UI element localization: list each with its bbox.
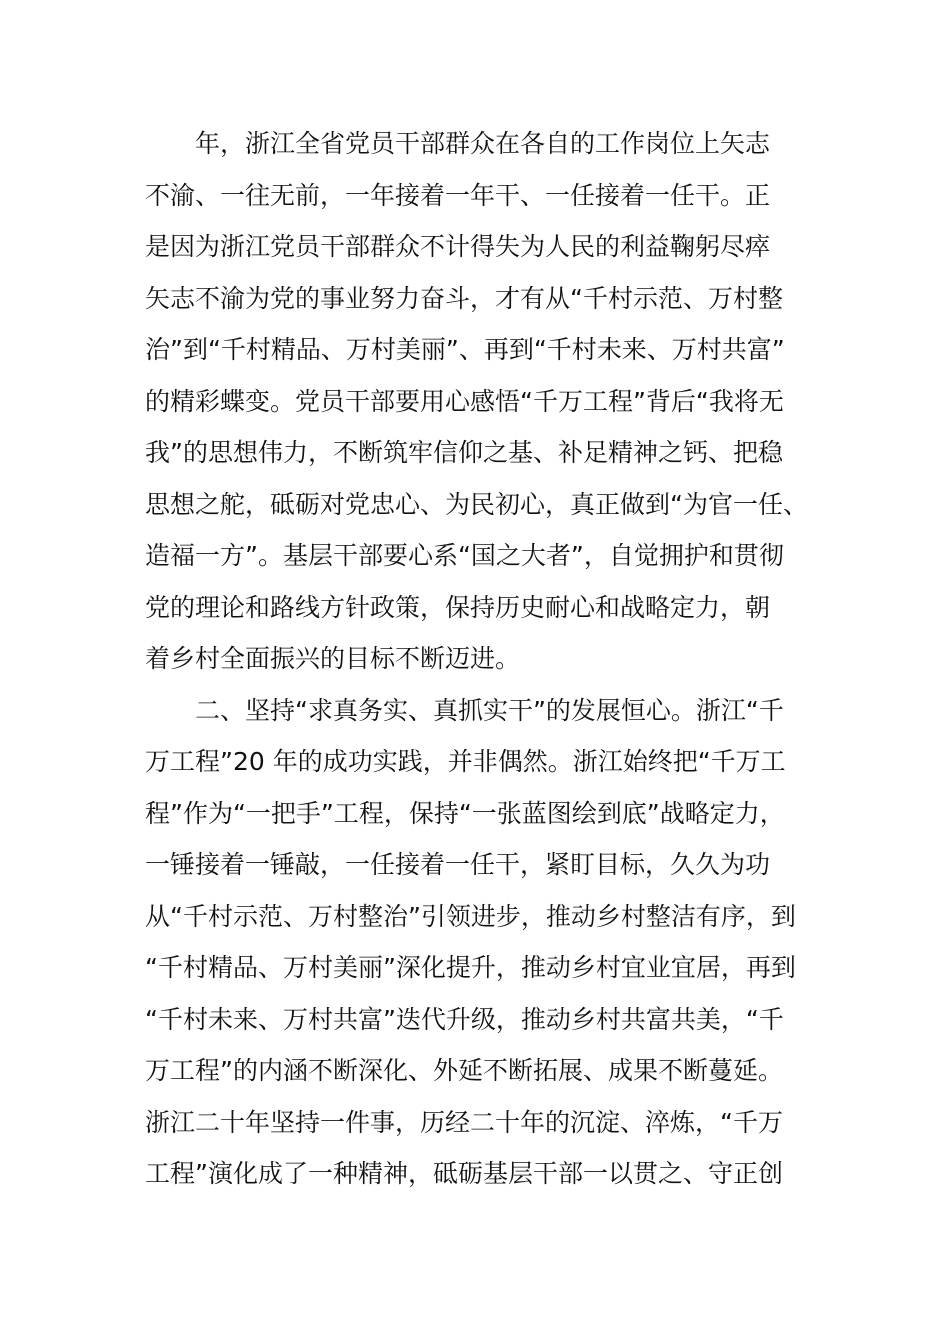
text-line: 我”的思想伟力，不断筑牢信仰之基、补足精神之钙、把稳 [145, 438, 783, 467]
text-line: 不渝、一往无前，一年接着一年干、一任接着一任干。正 [145, 180, 771, 210]
section-heading-line: 二、坚持“求真务实、真抓实干”的发展恒心。浙江“千 [195, 695, 784, 725]
text-line: 党的理论和路线方针政策，保持历史耐心和战略定力，朝 [145, 592, 771, 622]
text-line: 程”作为“一把手”工程，保持“一张蓝图绘到底”战略定力， [145, 798, 785, 828]
text-line: 思想之舵，砥砺对党忠心、为民初心，真正做到“为官一任、 [145, 489, 808, 519]
text-line: 着乡村全面振兴的目标不断迈进。 [145, 644, 521, 673]
text-line: 年，浙江全省党员干部群众在各自的工作岗位上矢志 [195, 129, 771, 158]
text-line: 从“千村示范、万村整治”引领进步，推动乡村整洁有序，到 [145, 901, 796, 931]
body-text [145, 118, 815, 1200]
text-line: 是因为浙江党员干部群众不计得失为人民的利益鞠躬尽瘁 [145, 232, 771, 261]
text-line: 治”到“千村精品、万村美丽”、再到“千村未来、万村共富” [145, 335, 785, 364]
text-line: “千村未来、万村共富”迭代升级，推动乡村共富共美，“千 [145, 1004, 784, 1034]
text-line: 一锤接着一锤敲，一任接着一任干，紧盯目标，久久为功 [145, 850, 771, 879]
text-line: 万工程”的内涵不断深化、外延不断拓展、成果不断蔓延。 [145, 1056, 783, 1085]
text-line: 工程”演化成了一种精神，砥砺基层干部一以贯之、守正创 [145, 1159, 783, 1188]
text-line: 造福一方”。基层干部要心系“国之大者”，自觉拥护和贯彻 [145, 541, 784, 570]
text-line: 的精彩蝶变。党员干部要用心感悟“千万工程”背后“我将无 [145, 386, 784, 416]
text-line: “千村精品、万村美丽”深化提升，推动乡村宜业宜居，再到 [145, 953, 796, 982]
text-line: 矢志不渝为党的事业努力奋斗，才有从“千村示范、万村整 [145, 283, 783, 313]
text-line: 浙江二十年坚持一件事，历经二十年的沉淀、淬炼，“千万 [145, 1107, 783, 1137]
text-line: 万工程”20 年的成功实践，并非偶然。浙江始终把“千万工 [145, 747, 786, 776]
